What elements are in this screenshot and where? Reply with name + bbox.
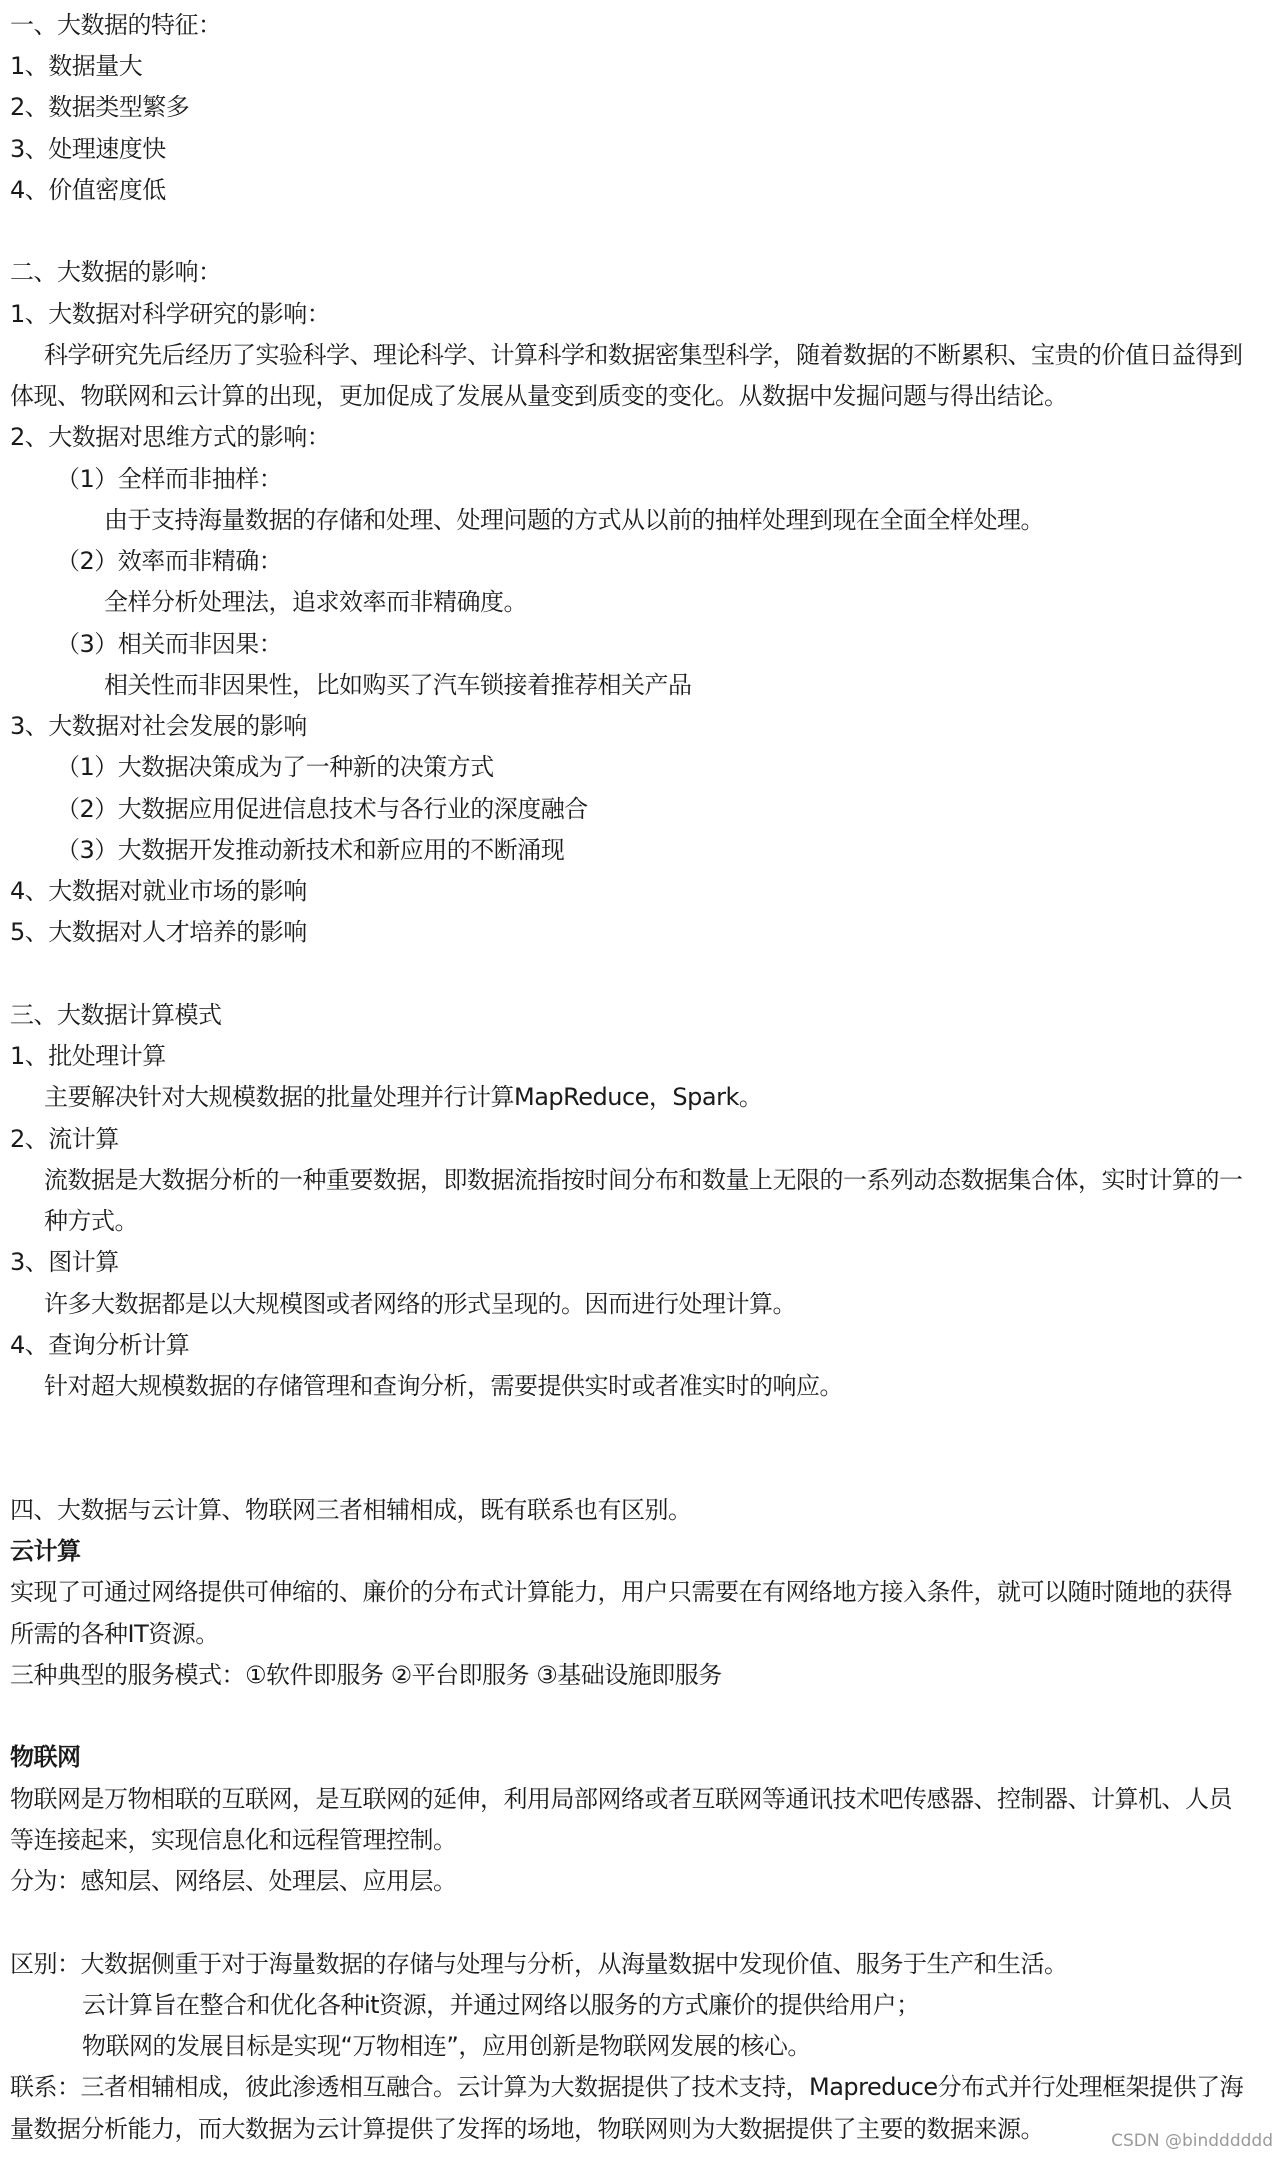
paragraph-line: 等连接起来，实现信息化和远程管理控制。: [10, 1826, 457, 1854]
section-1-title: 一、大数据的特征：: [10, 11, 222, 39]
list-item: 4、价值密度低: [10, 176, 166, 204]
paragraph-line: 科学研究先后经历了实验科学、理论科学、计算科学和数据密集型科学，随着数据的不断累积、宝贵的价值日益得到: [44, 341, 1243, 369]
list-item-heading: （2）效率而非精确：: [56, 547, 283, 575]
relation-line: 联系：三者相辅相成，彼此渗透相互融合。云计算为大数据提供了技术支持，Mapreduce分布式并行处理框架提供了海: [10, 2073, 1244, 2101]
paragraph-line: 所需的各种IT资源。: [10, 1620, 219, 1648]
paragraph-line: 主要解决针对大规模数据的批量处理并行计算MapReduce，Spark。: [44, 1083, 763, 1111]
list-item: （3）大数据开发推动新技术和新应用的不断涌现: [56, 836, 565, 864]
list-item-body: 由于支持海量数据的存储和处理、处理问题的方式从以前的抽样处理到现在全面全样处理。: [104, 506, 1044, 534]
paragraph-line: 分为：感知层、网络层、处理层、应用层。: [10, 1867, 457, 1895]
iot-heading: 物联网: [10, 1743, 81, 1771]
list-item-body: 全样分析处理法，追求效率而非精确度。: [104, 588, 527, 616]
paragraph-line: 种方式。: [44, 1207, 138, 1235]
subsection-heading: 5、大数据对人才培养的影响: [10, 918, 307, 946]
subsection-heading: 4、大数据对就业市场的影响: [10, 877, 307, 905]
relation-line: 量数据分析能力，而大数据为云计算提供了发挥的场地，物联网则为大数据提供了主要的数据来源。: [10, 2115, 1044, 2143]
subsection-heading: 3、大数据对社会发展的影响: [10, 712, 307, 740]
difference-line: 云计算旨在整合和优化各种it资源，并通过网络以服务的方式廉价的提供给用户；: [82, 1991, 920, 2019]
section-2-title: 二、大数据的影响：: [10, 258, 222, 286]
paragraph-line: 体现、物联网和云计算的出现，更加促成了发展从量变到质变的变化。从数据中发掘问题与得出结论。: [10, 382, 1068, 410]
list-item: （2）大数据应用促进信息技术与各行业的深度融合: [56, 795, 588, 823]
subsection-heading: 1、大数据对科学研究的影响：: [10, 300, 331, 328]
list-item: 3、处理速度快: [10, 135, 166, 163]
difference-line: 区别：大数据侧重于对于海量数据的存储与处理与分析，从海量数据中发现价值、服务于生产和生活。: [10, 1950, 1068, 1978]
difference-line: 物联网的发展目标是实现“万物相连”，应用创新是物联网发展的核心。: [82, 2032, 811, 2060]
list-item-heading: （1）全样而非抽样：: [56, 465, 283, 493]
section-4-title: 四、大数据与云计算、物联网三者相辅相成，既有联系也有区别。: [10, 1496, 692, 1524]
subsection-heading: 2、大数据对思维方式的影响：: [10, 423, 331, 451]
subsection-heading: 4、查询分析计算: [10, 1331, 190, 1359]
list-item-heading: （3）相关而非因果：: [56, 630, 283, 658]
list-item: （1）大数据决策成为了一种新的决策方式: [56, 753, 494, 781]
paragraph-line: 三种典型的服务模式：①软件即服务 ②平台即服务 ③基础设施即服务: [10, 1661, 722, 1689]
subsection-heading: 3、图计算: [10, 1248, 119, 1276]
subsection-heading: 2、流计算: [10, 1125, 119, 1153]
paragraph-line: 许多大数据都是以大规模图或者网络的形式呈现的。因而进行处理计算。: [44, 1290, 796, 1318]
subsection-heading: 1、批处理计算: [10, 1042, 166, 1070]
csdn-watermark: CSDN @bindddddd: [1111, 2131, 1273, 2151]
paragraph-line: 流数据是大数据分析的一种重要数据，即数据流指按时间分布和数量上无限的一系列动态数据集合体，实时计算的一: [44, 1166, 1243, 1194]
paragraph-line: 针对超大规模数据的存储管理和查询分析，需要提供实时或者准实时的响应。: [44, 1372, 843, 1400]
list-item: 2、数据类型繁多: [10, 93, 190, 121]
cloud-heading: 云计算: [10, 1537, 81, 1565]
list-item: 1、数据量大: [10, 52, 143, 80]
paragraph-line: 实现了可通过网络提供可伸缩的、廉价的分布式计算能力，用户只需要在有网络地方接入条件，就可以随时随地的获得: [10, 1578, 1232, 1606]
section-3-title: 三、大数据计算模式: [10, 1001, 222, 1029]
list-item-body: 相关性而非因果性，比如购买了汽车锁接着推荐相关产品: [104, 671, 692, 699]
paragraph-line: 物联网是万物相联的互联网，是互联网的延伸，利用局部网络或者互联网等通讯技术吧传感器、控制器、计算机、人员: [10, 1785, 1232, 1813]
